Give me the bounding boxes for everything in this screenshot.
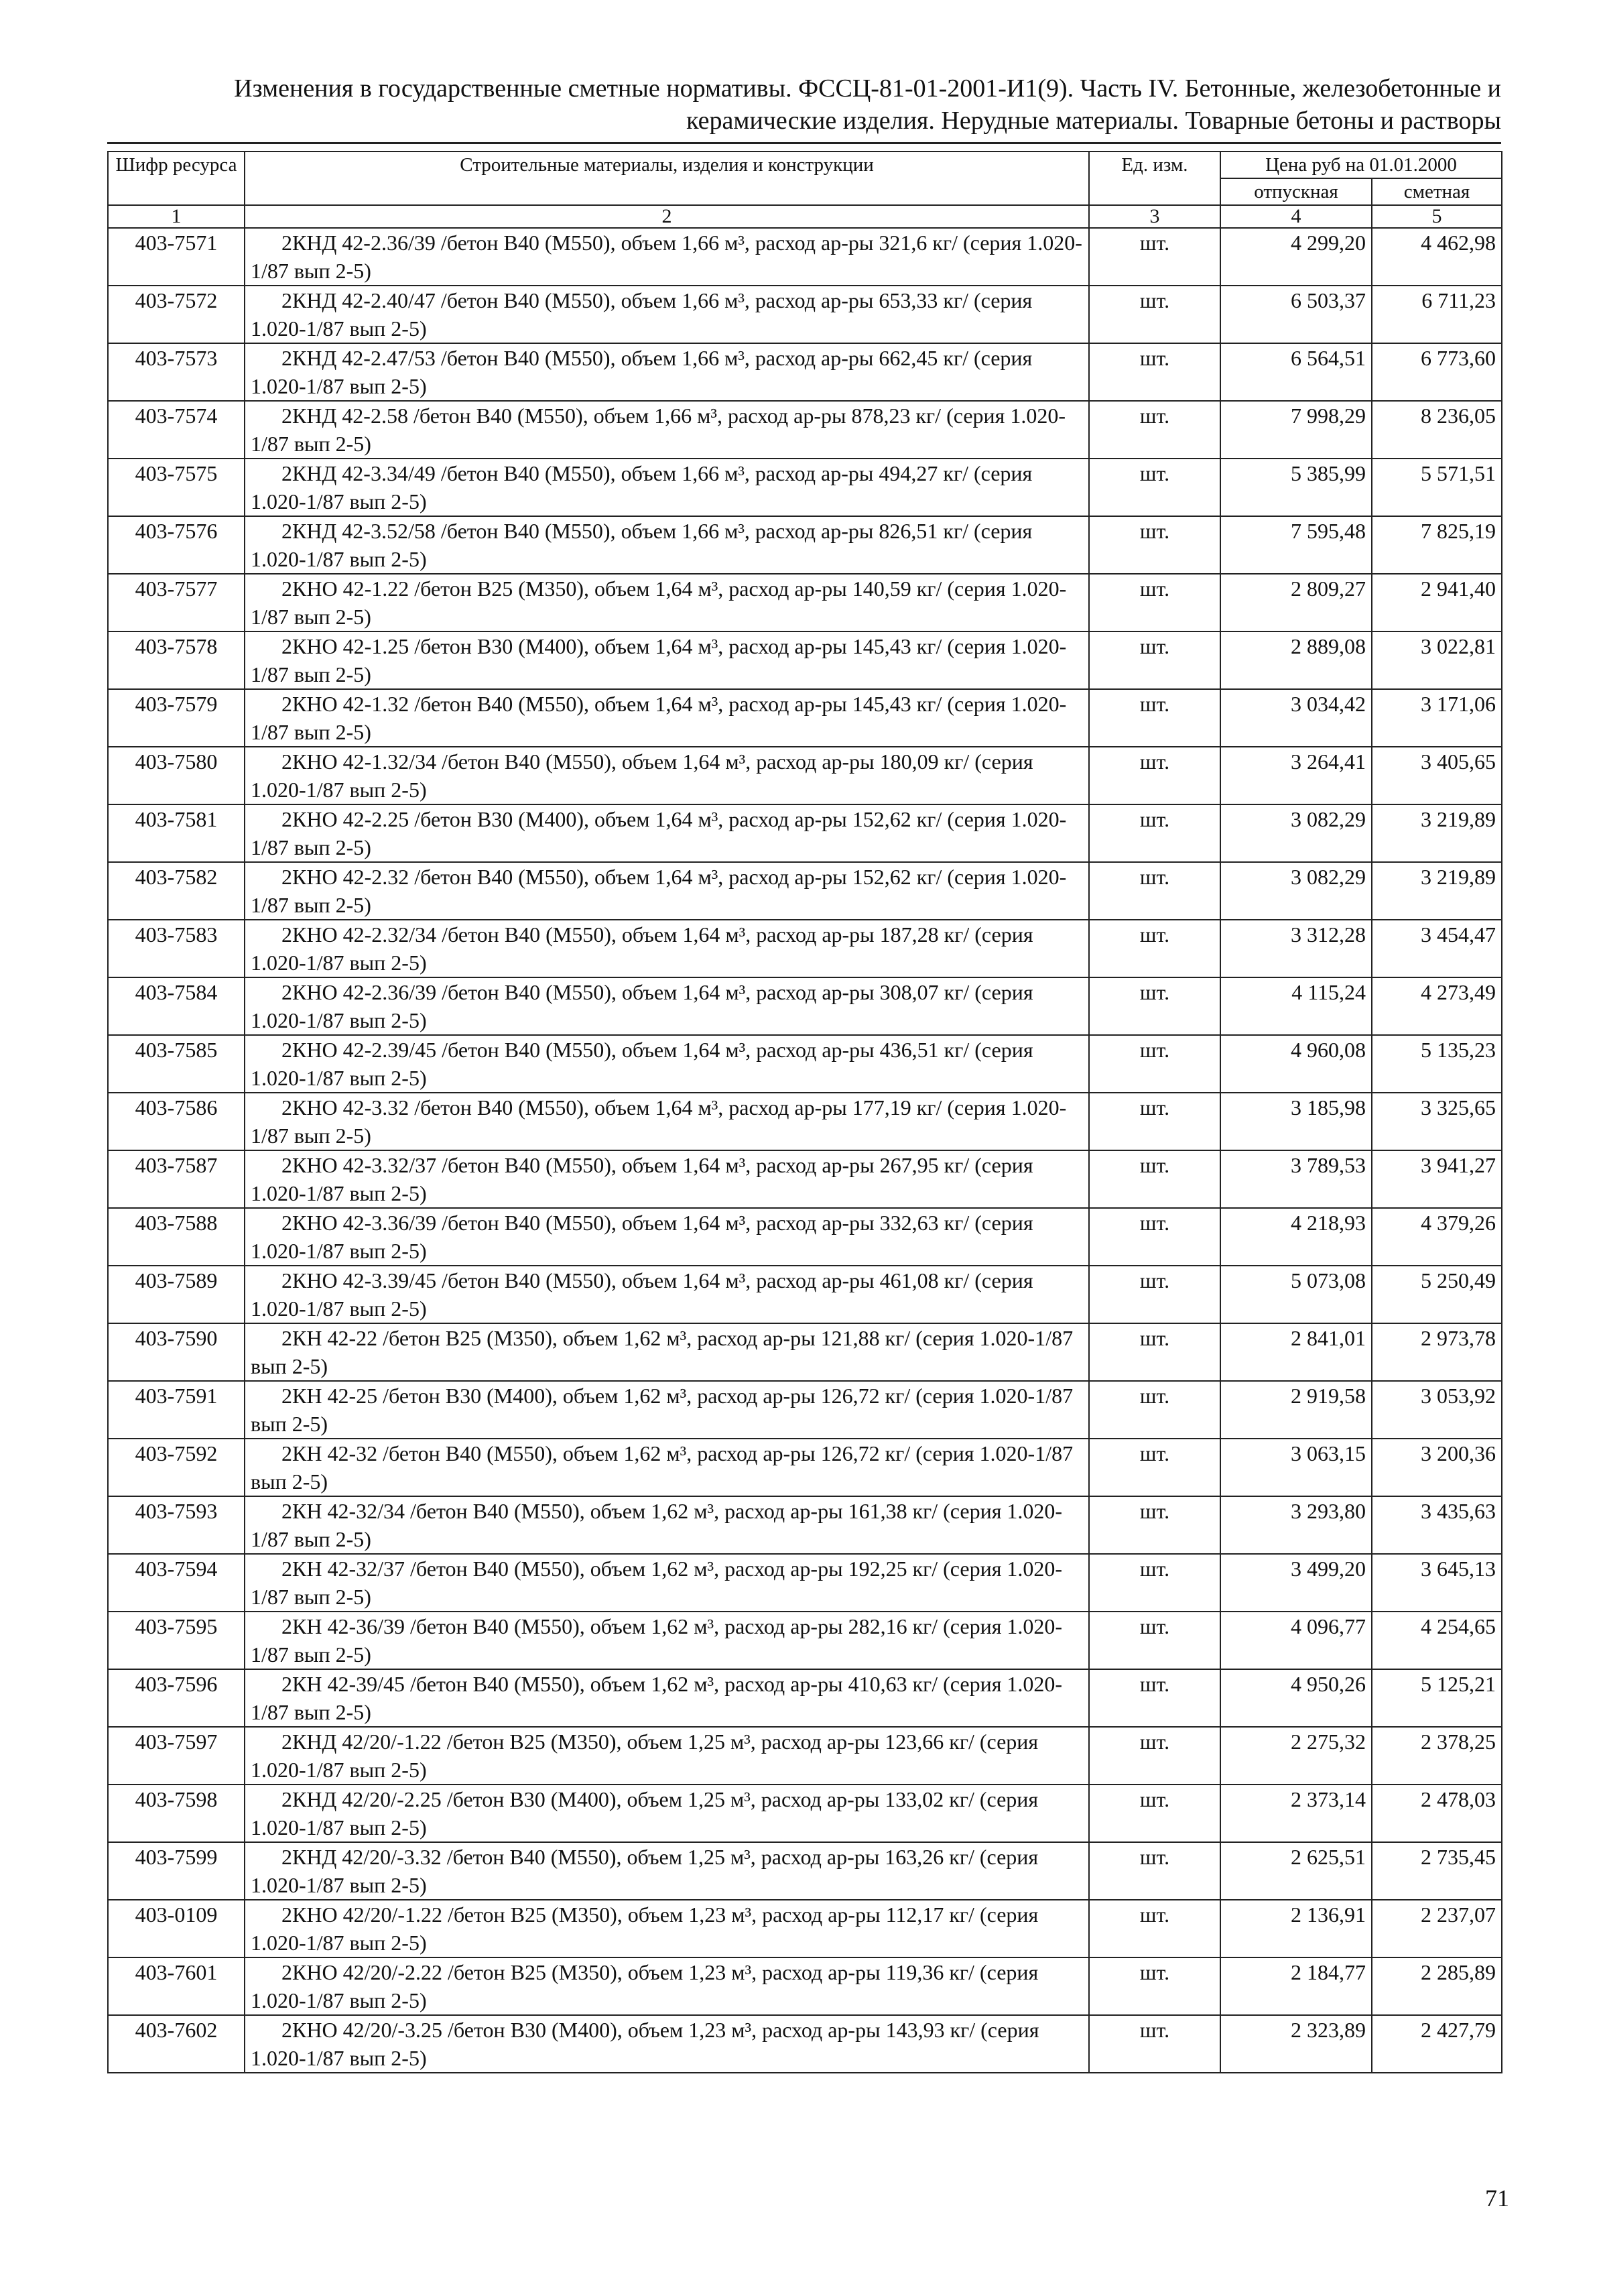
row-code: 403-7595	[108, 1612, 245, 1669]
row-price-release: 3 264,41	[1220, 747, 1372, 804]
table-row	[108, 516, 1502, 574]
row-code: 403-7579	[108, 689, 245, 747]
row-code: 403-7588	[108, 1208, 245, 1266]
row-description: 2КНО 42/20/-1.22 /бетон В25 (М350), объем 1,23 м³, расход ар-ры 112,17 кг/ (серия 1.020-1/87 вып 2-5)	[245, 1900, 1089, 1957]
row-price-estimate: 3 053,92	[1372, 1381, 1502, 1439]
table-row	[108, 1266, 1502, 1323]
row-price-estimate: 6 711,23	[1372, 286, 1502, 343]
col-header-price2: сметная	[1372, 178, 1502, 205]
table-row	[108, 574, 1502, 631]
row-price-release: 3 185,98	[1220, 1093, 1372, 1150]
row-unit: шт.	[1089, 862, 1220, 920]
row-price-estimate: 4 462,98	[1372, 228, 1502, 286]
row-unit: шт.	[1089, 516, 1220, 574]
row-price-release: 2 323,89	[1220, 2015, 1372, 2073]
row-unit: шт.	[1089, 1842, 1220, 1900]
row-price-estimate: 8 236,05	[1372, 401, 1502, 459]
col-number: 3	[1089, 205, 1220, 228]
row-price-release: 3 499,20	[1220, 1554, 1372, 1612]
row-description: 2КНД 42/20/-1.22 /бетон В25 (М350), объем 1,25 м³, расход ар-ры 123,66 кг/ (серия 1.020-1/87 вып 2-5)	[245, 1727, 1089, 1785]
row-unit: шт.	[1089, 1439, 1220, 1496]
row-code: 403-7594	[108, 1554, 245, 1612]
row-code: 403-7596	[108, 1669, 245, 1727]
row-unit: шт.	[1089, 1381, 1220, 1439]
row-description: 2КНО 42-2.39/45 /бетон В40 (М550), объем 1,64 м³, расход ар-ры 436,51 кг/ (серия 1.020-1/87 вып 2-5)	[245, 1035, 1089, 1093]
row-code: 403-7593	[108, 1496, 245, 1554]
row-unit: шт.	[1089, 1669, 1220, 1727]
row-unit: шт.	[1089, 228, 1220, 286]
row-code: 403-7597	[108, 1727, 245, 1785]
row-price-release: 4 218,93	[1220, 1208, 1372, 1266]
row-price-release: 2 809,27	[1220, 574, 1372, 631]
table-row	[108, 1957, 1502, 2015]
table-row	[108, 1150, 1502, 1208]
row-price-release: 3 789,53	[1220, 1150, 1372, 1208]
table-row	[108, 1323, 1502, 1381]
row-price-estimate: 5 250,49	[1372, 1266, 1502, 1323]
row-unit: шт.	[1089, 747, 1220, 804]
row-description: 2КНО 42/20/-3.25 /бетон В30 (М400), объем 1,23 м³, расход ар-ры 143,93 кг/ (серия 1.020-1/87 вып 2-5)	[245, 2015, 1089, 2073]
row-unit: шт.	[1089, 1496, 1220, 1554]
row-unit: шт.	[1089, 1323, 1220, 1381]
row-price-estimate: 3 435,63	[1372, 1496, 1502, 1554]
table-row	[108, 1612, 1502, 1669]
row-code: 403-7576	[108, 516, 245, 574]
table-head	[108, 152, 1502, 228]
row-unit: шт.	[1089, 1266, 1220, 1323]
row-price-release: 3 293,80	[1220, 1496, 1372, 1554]
row-unit: шт.	[1089, 804, 1220, 862]
row-unit: шт.	[1089, 1035, 1220, 1093]
col-number: 1	[108, 205, 245, 228]
row-unit: шт.	[1089, 1554, 1220, 1612]
col-number: 4	[1220, 205, 1372, 228]
row-code: 403-7601	[108, 1957, 245, 2015]
row-description: 2КНО 42-3.36/39 /бетон В40 (М550), объем 1,64 м³, расход ар-ры 332,63 кг/ (серия 1.020-1/87 вып 2-5)	[245, 1208, 1089, 1266]
table-row	[108, 804, 1502, 862]
row-code: 403-7589	[108, 1266, 245, 1323]
row-price-estimate: 3 941,27	[1372, 1150, 1502, 1208]
row-price-estimate: 2 285,89	[1372, 1957, 1502, 2015]
row-price-estimate: 3 171,06	[1372, 689, 1502, 747]
row-code: 403-0109	[108, 1900, 245, 1957]
row-unit: шт.	[1089, 574, 1220, 631]
table-row	[108, 228, 1502, 286]
row-price-estimate: 2 237,07	[1372, 1900, 1502, 1957]
table-row	[108, 1439, 1502, 1496]
row-price-estimate: 7 825,19	[1372, 516, 1502, 574]
row-unit: шт.	[1089, 1612, 1220, 1669]
table-row	[108, 1900, 1502, 1957]
row-price-release: 4 096,77	[1220, 1612, 1372, 1669]
row-description: 2КНО 42-1.32/34 /бетон В40 (М550), объем 1,64 м³, расход ар-ры 180,09 кг/ (серия 1.020-1/87 вып 2-5)	[245, 747, 1089, 804]
row-code: 403-7582	[108, 862, 245, 920]
row-price-release: 3 034,42	[1220, 689, 1372, 747]
row-code: 403-7578	[108, 631, 245, 689]
row-description: 2КНО 42-1.32 /бетон В40 (М550), объем 1,64 м³, расход ар-ры 145,43 кг/ (серия 1.020-1/87 вып 2-5)	[245, 689, 1089, 747]
page-number: 71	[1485, 2185, 1509, 2212]
col-number: 5	[1372, 205, 1502, 228]
row-description: 2КНД 42-2.36/39 /бетон В40 (М550), объем 1,66 м³, расход ар-ры 321,6 кг/ (серия 1.020-1/87 вып 2-5)	[245, 228, 1089, 286]
row-price-estimate: 2 478,03	[1372, 1785, 1502, 1842]
row-unit: шт.	[1089, 286, 1220, 343]
row-description: 2КНО 42-3.32 /бетон В40 (М550), объем 1,64 м³, расход ар-ры 177,19 кг/ (серия 1.020-1/87 вып 2-5)	[245, 1093, 1089, 1150]
row-price-release: 2 136,91	[1220, 1900, 1372, 1957]
row-price-release: 4 950,26	[1220, 1669, 1372, 1727]
row-description: 2КНД 42/20/-3.32 /бетон В40 (М550), объем 1,25 м³, расход ар-ры 163,26 кг/ (серия 1.020-1/87 вып 2-5)	[245, 1842, 1089, 1900]
row-price-release: 4 115,24	[1220, 977, 1372, 1035]
row-description: 2КН 42-39/45 /бетон В40 (М550), объем 1,62 м³, расход ар-ры 410,63 кг/ (серия 1.020-1/87 вып 2-5)	[245, 1669, 1089, 1727]
row-price-release: 4 960,08	[1220, 1035, 1372, 1093]
col-header-code: Шифр ресурса	[108, 152, 245, 205]
row-code: 403-7572	[108, 286, 245, 343]
row-price-estimate: 6 773,60	[1372, 343, 1502, 401]
row-code: 403-7583	[108, 920, 245, 977]
row-description: 2КНО 42-2.25 /бетон В30 (М400), объем 1,64 м³, расход ар-ры 152,62 кг/ (серия 1.020-1/87 вып 2-5)	[245, 804, 1089, 862]
row-description: 2КНО 42-2.32 /бетон В40 (М550), объем 1,64 м³, расход ар-ры 152,62 кг/ (серия 1.020-1/87 вып 2-5)	[245, 862, 1089, 920]
row-price-estimate: 2 378,25	[1372, 1727, 1502, 1785]
row-description: 2КНО 42-3.32/37 /бетон В40 (М550), объем 1,64 м³, расход ар-ры 267,95 кг/ (серия 1.020-1/87 вып 2-5)	[245, 1150, 1089, 1208]
row-description: 2КН 42-32/37 /бетон В40 (М550), объем 1,62 м³, расход ар-ры 192,25 кг/ (серия 1.020-1/87 вып 2-5)	[245, 1554, 1089, 1612]
table-row	[108, 1727, 1502, 1785]
table-row	[108, 459, 1502, 516]
table-row	[108, 1208, 1502, 1266]
row-price-release: 4 299,20	[1220, 228, 1372, 286]
row-price-release: 3 082,29	[1220, 862, 1372, 920]
row-price-estimate: 4 254,65	[1372, 1612, 1502, 1669]
row-price-release: 2 889,08	[1220, 631, 1372, 689]
table-row	[108, 401, 1502, 459]
row-price-estimate: 2 735,45	[1372, 1842, 1502, 1900]
row-price-release: 7 595,48	[1220, 516, 1372, 574]
row-code: 403-7591	[108, 1381, 245, 1439]
row-price-estimate: 5 135,23	[1372, 1035, 1502, 1093]
table-row	[108, 862, 1502, 920]
row-price-estimate: 3 325,65	[1372, 1093, 1502, 1150]
row-price-estimate: 5 571,51	[1372, 459, 1502, 516]
row-unit: шт.	[1089, 920, 1220, 977]
row-description: 2КНО 42-3.39/45 /бетон В40 (М550), объем 1,64 м³, расход ар-ры 461,08 кг/ (серия 1.020-1/87 вып 2-5)	[245, 1266, 1089, 1323]
row-code: 403-7580	[108, 747, 245, 804]
header-line-2: керамические изделия. Нерудные материалы. Товарные бетоны и растворы	[686, 107, 1501, 135]
row-description: 2КНД 42-2.40/47 /бетон В40 (М550), объем 1,66 м³, расход ар-ры 653,33 кг/ (серия 1.020-1/87 вып 2-5)	[245, 286, 1089, 343]
price-table	[107, 151, 1502, 2073]
row-price-release: 5 385,99	[1220, 459, 1372, 516]
row-price-estimate: 2 973,78	[1372, 1323, 1502, 1381]
row-price-estimate: 3 645,13	[1372, 1554, 1502, 1612]
row-price-release: 5 073,08	[1220, 1266, 1372, 1323]
row-unit: шт.	[1089, 689, 1220, 747]
table-row	[108, 977, 1502, 1035]
row-description: 2КН 42-22 /бетон В25 (М350), объем 1,62 м³, расход ар-ры 121,88 кг/ (серия 1.020-1/87 вып 2-5)	[245, 1323, 1089, 1381]
header-rule	[107, 142, 1501, 144]
row-price-estimate: 3 022,81	[1372, 631, 1502, 689]
row-price-estimate: 2 941,40	[1372, 574, 1502, 631]
row-code: 403-7575	[108, 459, 245, 516]
row-description: 2КН 42-36/39 /бетон В40 (М550), объем 1,62 м³, расход ар-ры 282,16 кг/ (серия 1.020-1/87 вып 2-5)	[245, 1612, 1089, 1669]
row-price-estimate: 3 200,36	[1372, 1439, 1502, 1496]
row-description: 2КНО 42-2.36/39 /бетон В40 (М550), объем 1,64 м³, расход ар-ры 308,07 кг/ (серия 1.020-1/87 вып 2-5)	[245, 977, 1089, 1035]
table-row	[108, 631, 1502, 689]
row-unit: шт.	[1089, 459, 1220, 516]
row-code: 403-7585	[108, 1035, 245, 1093]
row-code: 403-7587	[108, 1150, 245, 1208]
row-unit: шт.	[1089, 1093, 1220, 1150]
table-row	[108, 920, 1502, 977]
row-description: 2КН 42-32 /бетон В40 (М550), объем 1,62 м³, расход ар-ры 126,72 кг/ (серия 1.020-1/87 вып 2-5)	[245, 1439, 1089, 1496]
row-code: 403-7577	[108, 574, 245, 631]
row-code: 403-7573	[108, 343, 245, 401]
row-unit: шт.	[1089, 1208, 1220, 1266]
row-unit: шт.	[1089, 1150, 1220, 1208]
row-price-estimate: 3 454,47	[1372, 920, 1502, 977]
table-row	[108, 1093, 1502, 1150]
table-row	[108, 1842, 1502, 1900]
col-header-desc: Строительные материалы, изделия и конструкции	[245, 152, 1089, 205]
row-description: 2КН 42-25 /бетон В30 (М400), объем 1,62 м³, расход ар-ры 126,72 кг/ (серия 1.020-1/87 вып 2-5)	[245, 1381, 1089, 1439]
row-price-release: 7 998,29	[1220, 401, 1372, 459]
row-price-estimate: 2 427,79	[1372, 2015, 1502, 2073]
row-price-estimate: 4 379,26	[1372, 1208, 1502, 1266]
table-row	[108, 1035, 1502, 1093]
row-code: 403-7584	[108, 977, 245, 1035]
row-unit: шт.	[1089, 631, 1220, 689]
table-row	[108, 1785, 1502, 1842]
row-description: 2КНД 42-3.34/49 /бетон В40 (М550), объем 1,66 м³, расход ар-ры 494,27 кг/ (серия 1.020-1/87 вып 2-5)	[245, 459, 1089, 516]
table-row	[108, 689, 1502, 747]
header-line-1: Изменения в государственные сметные нормативы. ФССЦ-81-01-2001-И1(9). Часть IV. Бетонные, железобетонные и	[234, 74, 1501, 103]
row-price-release: 6 503,37	[1220, 286, 1372, 343]
row-price-release: 6 564,51	[1220, 343, 1372, 401]
row-price-release: 2 184,77	[1220, 1957, 1372, 2015]
row-description: 2КНД 42-2.58 /бетон В40 (М550), объем 1,66 м³, расход ар-ры 878,23 кг/ (серия 1.020-1/87 вып 2-5)	[245, 401, 1089, 459]
row-description: 2КНД 42/20/-2.25 /бетон В30 (М400), объем 1,25 м³, расход ар-ры 133,02 кг/ (серия 1.020-1/87 вып 2-5)	[245, 1785, 1089, 1842]
row-description: 2КН 42-32/34 /бетон В40 (М550), объем 1,62 м³, расход ар-ры 161,38 кг/ (серия 1.020-1/87 вып 2-5)	[245, 1496, 1089, 1554]
row-code: 403-7586	[108, 1093, 245, 1150]
table-row	[108, 343, 1502, 401]
row-code: 403-7574	[108, 401, 245, 459]
row-price-estimate: 3 219,89	[1372, 804, 1502, 862]
col-header-unit: Ед. изм.	[1089, 152, 1220, 205]
row-unit: шт.	[1089, 1727, 1220, 1785]
table-row	[108, 2015, 1502, 2073]
table-row	[108, 1554, 1502, 1612]
row-price-release: 3 082,29	[1220, 804, 1372, 862]
row-description: 2КНО 42-2.32/34 /бетон В40 (М550), объем 1,64 м³, расход ар-ры 187,28 кг/ (серия 1.020-1/87 вып 2-5)	[245, 920, 1089, 977]
row-price-release: 2 625,51	[1220, 1842, 1372, 1900]
row-price-estimate: 4 273,49	[1372, 977, 1502, 1035]
col-number: 2	[245, 205, 1089, 228]
row-price-release: 3 312,28	[1220, 920, 1372, 977]
row-description: 2КНД 42-3.52/58 /бетон В40 (М550), объем 1,66 м³, расход ар-ры 826,51 кг/ (серия 1.020-1/87 вып 2-5)	[245, 516, 1089, 574]
table-row	[108, 1669, 1502, 1727]
table-row	[108, 1381, 1502, 1439]
row-code: 403-7599	[108, 1842, 245, 1900]
row-code: 403-7602	[108, 2015, 245, 2073]
table-row	[108, 1496, 1502, 1554]
row-unit: шт.	[1089, 1785, 1220, 1842]
col-header-price1: отпускная	[1220, 178, 1372, 205]
row-unit: шт.	[1089, 1957, 1220, 2015]
row-price-estimate: 3 405,65	[1372, 747, 1502, 804]
row-unit: шт.	[1089, 343, 1220, 401]
row-price-release: 2 275,32	[1220, 1727, 1372, 1785]
row-code: 403-7598	[108, 1785, 245, 1842]
row-price-release: 2 373,14	[1220, 1785, 1372, 1842]
table-body	[108, 228, 1502, 2073]
row-code: 403-7581	[108, 804, 245, 862]
row-price-release: 2 841,01	[1220, 1323, 1372, 1381]
row-price-estimate: 5 125,21	[1372, 1669, 1502, 1727]
page-header	[107, 72, 1501, 137]
row-price-estimate: 3 219,89	[1372, 862, 1502, 920]
row-description: 2КНО 42/20/-2.22 /бетон В25 (М350), объем 1,23 м³, расход ар-ры 119,36 кг/ (серия 1.020-1/87 вып 2-5)	[245, 1957, 1089, 2015]
table-row	[108, 747, 1502, 804]
row-code: 403-7592	[108, 1439, 245, 1496]
row-description: 2КНО 42-1.22 /бетон В25 (М350), объем 1,64 м³, расход ар-ры 140,59 кг/ (серия 1.020-1/87 вып 2-5)	[245, 574, 1089, 631]
row-code: 403-7571	[108, 228, 245, 286]
row-description: 2КНО 42-1.25 /бетон В30 (М400), объем 1,64 м³, расход ар-ры 145,43 кг/ (серия 1.020-1/87 вып 2-5)	[245, 631, 1089, 689]
row-description: 2КНД 42-2.47/53 /бетон В40 (М550), объем 1,66 м³, расход ар-ры 662,45 кг/ (серия 1.020-1/87 вып 2-5)	[245, 343, 1089, 401]
row-unit: шт.	[1089, 1900, 1220, 1957]
row-unit: шт.	[1089, 977, 1220, 1035]
row-unit: шт.	[1089, 2015, 1220, 2073]
row-price-release: 3 063,15	[1220, 1439, 1372, 1496]
row-price-release: 2 919,58	[1220, 1381, 1372, 1439]
row-unit: шт.	[1089, 401, 1220, 459]
row-code: 403-7590	[108, 1323, 245, 1381]
table-row	[108, 286, 1502, 343]
col-header-price-group: Цена руб на 01.01.2000	[1220, 152, 1502, 178]
